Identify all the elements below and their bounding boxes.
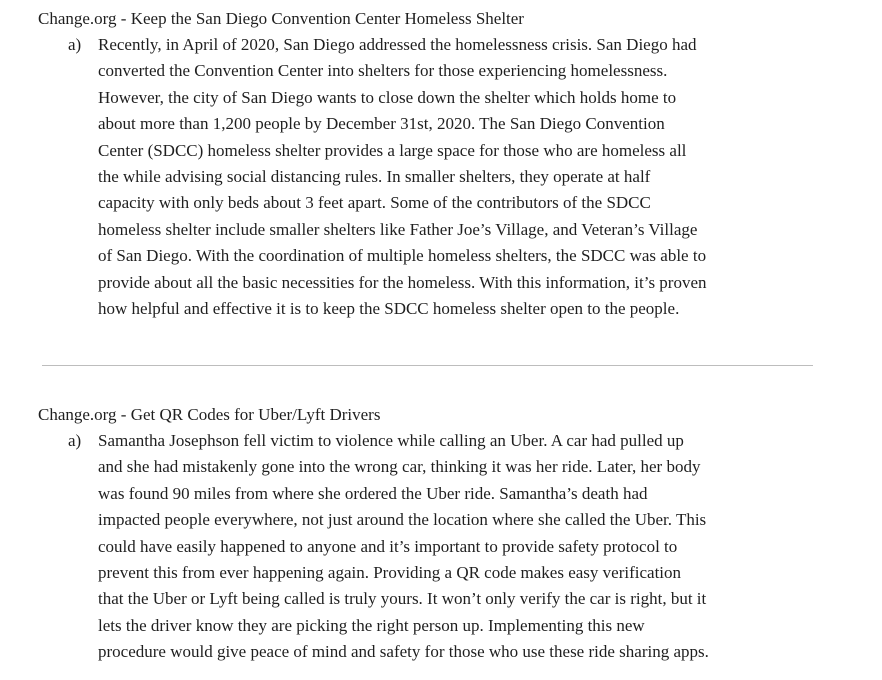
- paragraph-line: converted the Convention Center into shelters for those experiencing homelessness.: [98, 61, 668, 81]
- paragraph-line: of San Diego. With the coordination of multiple homeless shelters, the SDCC was able to: [98, 246, 707, 266]
- paragraph-line: how helpful and effective it is to keep the SDCC homeless shelter open to the people.: [98, 299, 680, 319]
- paragraph-line: impacted people everywhere, not just around the location where she called the Uber. This: [98, 510, 707, 530]
- paragraph-line: could have easily happened to anyone and it’s important to provide safety protocol to: [98, 536, 678, 556]
- paragraph-line: Recently, in April of 2020, San Diego addressed the homelessness crisis. San Diego had: [98, 35, 697, 54]
- paragraph-line: provide about all the basic necessities for the homeless. With this information, it’s proven: [98, 272, 707, 292]
- paragraph: [98, 428, 838, 666]
- paragraph-line: Center (SDCC) homeless shelter provides a large space for those who are homeless all: [98, 140, 687, 160]
- petition-section-qr-codes: [38, 402, 838, 666]
- paragraph: [98, 32, 838, 322]
- petition-heading: Change.org - Keep the San Diego Convention Center Homeless Shelter: [38, 9, 524, 28]
- paragraph-line: procedure would give peace of mind and safety for those who use these ride sharing apps.: [98, 642, 709, 662]
- paragraph-line: capacity with only beds about 3 feet apart. Some of the contributors of the SDCC: [98, 193, 651, 213]
- petition-heading: Change.org - Get QR Codes for Uber/Lyft Drivers: [38, 405, 381, 424]
- horizontal-divider: [42, 365, 813, 366]
- paragraph-line: about more than 1,200 people by December 31st, 2020. The San Diego Convention: [98, 114, 665, 134]
- paragraph-line: lets the driver know they are picking the right person up. Implementing this new: [98, 615, 645, 635]
- paragraph-line: However, the city of San Diego wants to close down the shelter which holds home to: [98, 87, 677, 107]
- paragraph-line: homeless shelter include smaller shelters like Father Joe’s Village, and Veteran’s Village: [98, 219, 698, 239]
- paragraph-line: and she had mistakenly gone into the wrong car, thinking it was her ride. Later, her body: [98, 457, 701, 477]
- petition-section-homeless-shelter: [38, 6, 838, 322]
- paragraph-line: was found 90 miles from where she ordered the Uber ride. Samantha’s death had: [98, 483, 648, 503]
- list-marker: a): [68, 431, 82, 450]
- list-item: [68, 32, 838, 322]
- paragraph-line: the while advising social distancing rules. In smaller shelters, they operate at half: [98, 167, 651, 187]
- paragraph-line: prevent this from ever happening again. Providing a QR code makes easy verification: [98, 563, 682, 583]
- list-marker: a): [68, 35, 82, 54]
- list-item: [68, 428, 838, 666]
- paragraph-line: that the Uber or Lyft being called is truly yours. It won’t only verify the car is right, but it: [98, 589, 707, 609]
- paragraph-line: Samantha Josephson fell victim to violence while calling an Uber. A car had pulled up: [98, 431, 684, 450]
